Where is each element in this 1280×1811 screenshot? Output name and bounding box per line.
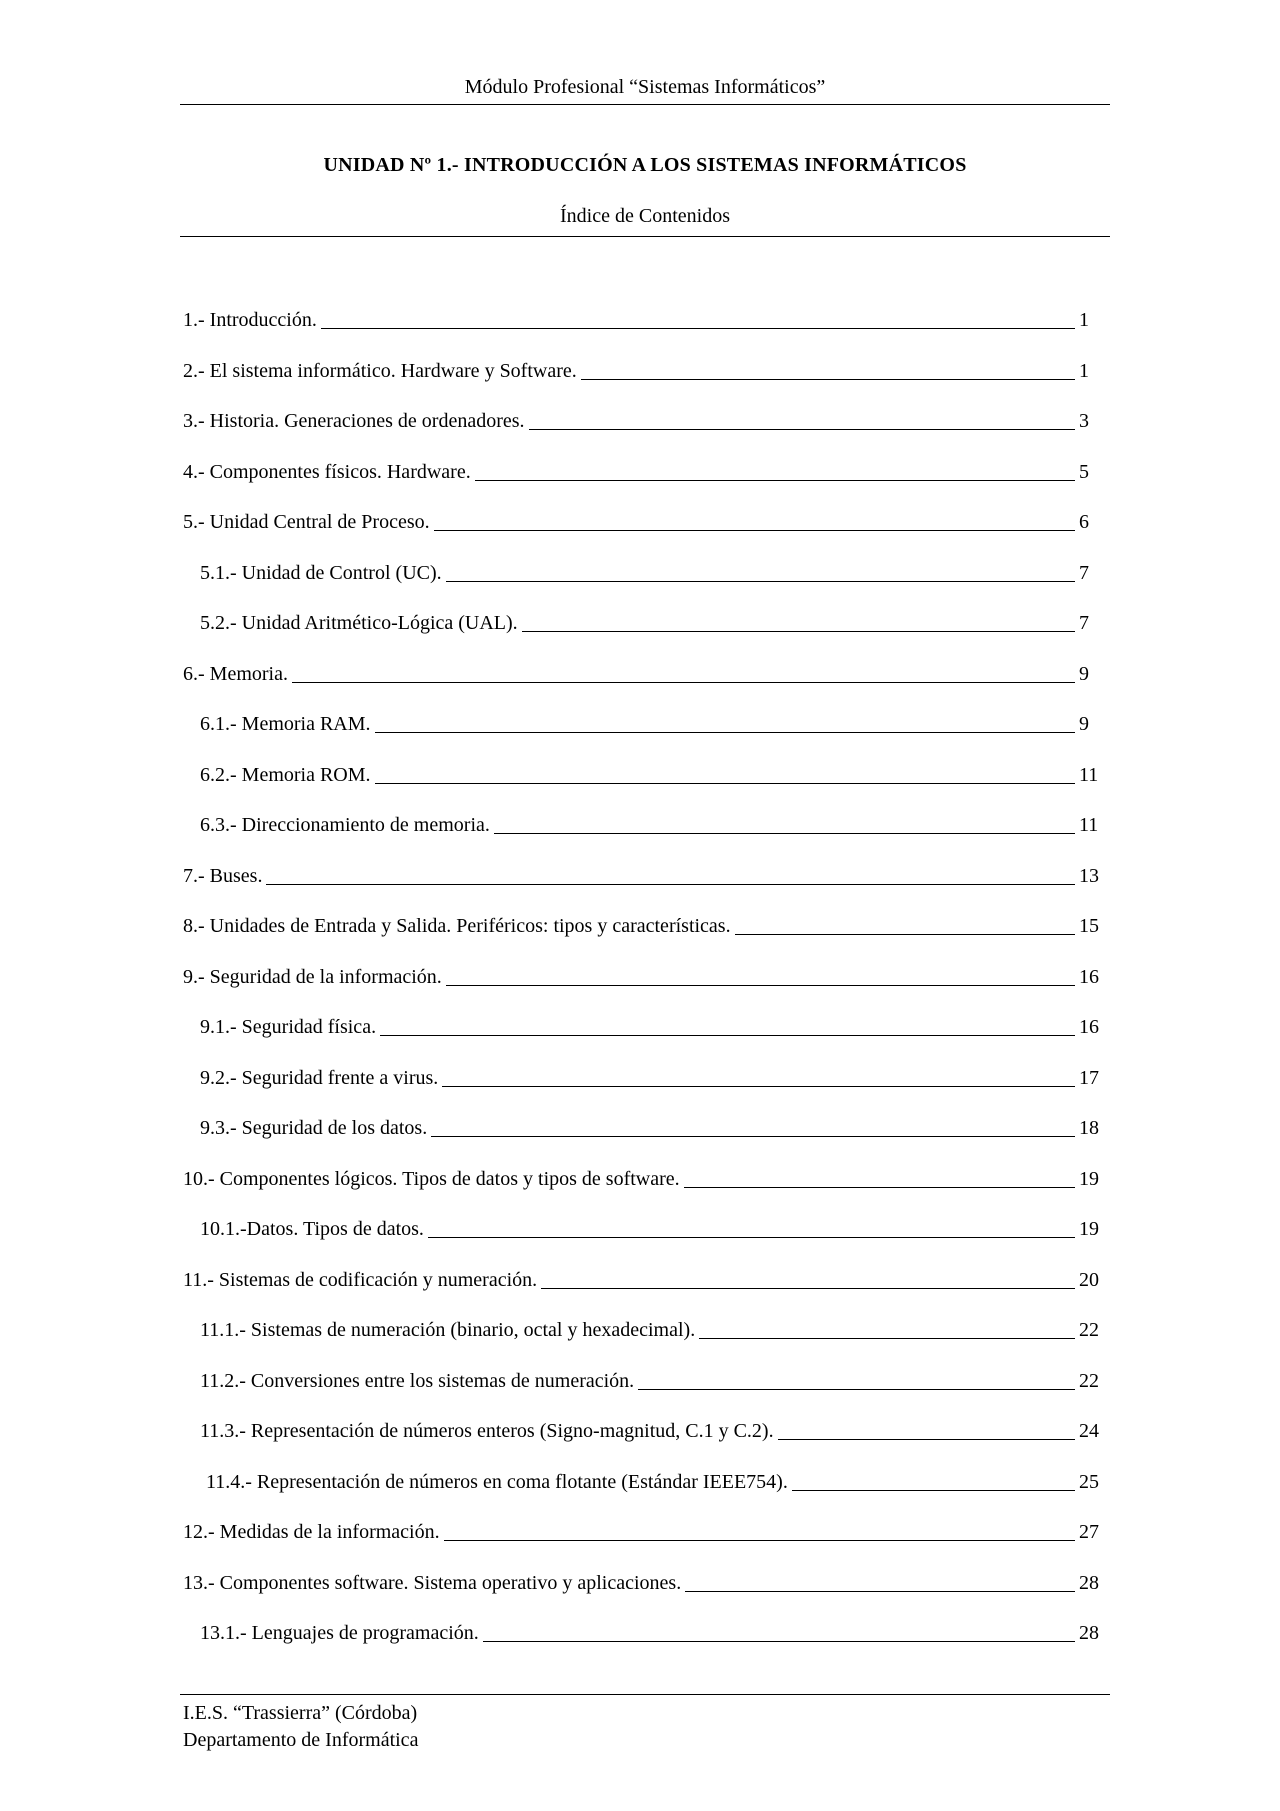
toc-entry-page: 19: [1079, 1218, 1099, 1240]
toc-entry[interactable]: [183, 864, 1101, 915]
toc-entry-label: 4.- Componentes físicos. Hardware.: [183, 460, 471, 483]
toc-entry-label: 2.- El sistema informático. Hardware y Software.: [183, 359, 577, 382]
page-footer: [183, 1700, 418, 1754]
toc-entry[interactable]: [183, 1470, 1101, 1521]
toc-entry-page: 20: [1079, 1268, 1099, 1291]
toc-leader-line: [444, 1520, 1075, 1541]
toc-entry[interactable]: [183, 1116, 1101, 1167]
running-header: Módulo Profesional “Sistemas Informáticos”: [464, 76, 826, 98]
toc-leader-line: [434, 510, 1075, 531]
toc-entry[interactable]: [183, 561, 1101, 612]
toc-entry-label: 11.1.- Sistemas de numeración (binario, octal y hexadecimal).: [200, 1319, 696, 1341]
toc-entry-page: 6: [1079, 511, 1089, 533]
toc-entry-label: 9.1.- Seguridad física.: [200, 1016, 377, 1038]
toc-entry-label: 11.3.- Representación de números enteros (Signo-magnitud, C.1 y C.2).: [200, 1420, 774, 1442]
header-rule: [180, 104, 1110, 105]
toc-leader-line: [431, 1116, 1075, 1137]
toc-entry-label: 3.- Historia. Generaciones de ordenadores.: [183, 410, 525, 432]
toc-entry-page: 18: [1079, 1117, 1099, 1139]
toc-leader-line: [735, 914, 1075, 935]
toc-entry-label: 10.- Componentes lógicos. Tipos de datos y tipos de software.: [183, 1167, 680, 1190]
toc-leader-line: [522, 611, 1075, 632]
index-title: Índice de Contenidos: [560, 205, 730, 227]
toc-entry-page: 19: [1079, 1167, 1099, 1190]
toc-entry-page: 11: [1079, 814, 1099, 836]
toc-leader-line: [375, 763, 1075, 784]
toc-entry-label: 11.- Sistemas de codificación y numeración.: [183, 1268, 538, 1291]
toc-leader-line: [292, 662, 1075, 683]
toc-entry[interactable]: [183, 1066, 1101, 1117]
toc-entry-label: 9.- Seguridad de la información.: [183, 965, 442, 988]
footer-school: I.E.S. “Trassierra” (Córdoba): [183, 1702, 418, 1724]
toc-entry[interactable]: [183, 1369, 1101, 1420]
toc-entry-page: 28: [1079, 1571, 1099, 1594]
toc-entry-page: 22: [1079, 1369, 1099, 1392]
toc-entry-page: 28: [1079, 1622, 1099, 1644]
toc-entry-page: 27: [1079, 1521, 1099, 1543]
toc-entry[interactable]: [183, 1167, 1101, 1218]
toc-entry-label: 7.- Buses.: [183, 864, 263, 887]
toc-leader-line: [541, 1268, 1075, 1289]
toc-entry[interactable]: [183, 914, 1101, 965]
toc-entry[interactable]: [183, 1217, 1101, 1268]
toc-leader-line: [321, 308, 1075, 329]
toc-entry-page: 7: [1079, 612, 1089, 634]
toc-entry-page: 1: [1079, 359, 1089, 382]
toc-leader-line: [699, 1318, 1075, 1339]
toc-entry-page: 17: [1079, 1066, 1099, 1089]
toc-entry-label: 6.3.- Direccionamiento de memoria.: [200, 814, 490, 836]
toc-entry[interactable]: [183, 409, 1101, 460]
toc-entry-page: 9: [1079, 713, 1089, 735]
toc-entry-page: 25: [1079, 1470, 1099, 1493]
toc-entry-page: 11: [1079, 763, 1099, 786]
toc-entry[interactable]: [183, 1621, 1101, 1672]
footer-rule: [180, 1694, 1110, 1695]
toc-entry-label: 11.2.- Conversiones entre los sistemas de numeración.: [200, 1369, 635, 1392]
toc-entry-label: 13.1.- Lenguajes de programación.: [200, 1622, 479, 1644]
toc-entry[interactable]: [183, 965, 1101, 1016]
toc-entry-page: 15: [1079, 915, 1099, 937]
toc-entry-page: 3: [1079, 410, 1089, 432]
toc-leader-line: [380, 1015, 1075, 1036]
toc-leader-line: [483, 1621, 1075, 1642]
toc-entry[interactable]: [183, 611, 1101, 662]
footer-department: Departamento de Informática: [183, 1729, 419, 1751]
toc-entry-page: 1: [1079, 309, 1089, 331]
toc-leader-line: [638, 1369, 1075, 1390]
toc-leader-line: [792, 1470, 1075, 1491]
toc-leader-line: [446, 965, 1075, 986]
toc-entry-page: 13: [1079, 864, 1099, 887]
toc-entry[interactable]: [183, 1318, 1101, 1369]
toc-entry[interactable]: [183, 1015, 1101, 1066]
toc-entry[interactable]: [183, 460, 1101, 511]
toc-entry-page: 7: [1079, 561, 1089, 584]
toc-entry[interactable]: [183, 359, 1101, 410]
toc-entry-label: 5.- Unidad Central de Proceso.: [183, 511, 430, 533]
toc-entry-page: 16: [1079, 965, 1099, 988]
toc-leader-line: [375, 712, 1075, 733]
toc-entry-label: 12.- Medidas de la información.: [183, 1521, 440, 1543]
table-of-contents: [183, 308, 1101, 1672]
toc-leader-line: [442, 1066, 1075, 1087]
toc-entry[interactable]: [183, 662, 1101, 713]
toc-leader-line: [428, 1217, 1075, 1238]
toc-entry[interactable]: [183, 712, 1101, 763]
toc-entry-label: 8.- Unidades de Entrada y Salida. Periféricos: tipos y características.: [183, 915, 731, 937]
toc-entry[interactable]: [183, 763, 1101, 814]
toc-leader-line: [684, 1167, 1075, 1188]
toc-entry-label: 6.1.- Memoria RAM.: [200, 713, 371, 735]
toc-entry-page: 22: [1079, 1319, 1099, 1341]
toc-leader-line: [475, 460, 1075, 481]
toc-entry-label: 6.- Memoria.: [183, 662, 288, 685]
toc-entry-label: 5.1.- Unidad de Control (UC).: [200, 561, 442, 584]
toc-entry[interactable]: [183, 510, 1101, 561]
toc-leader-line: [446, 561, 1075, 582]
toc-leader-line: [778, 1419, 1075, 1440]
toc-entry-label: 10.1.-Datos. Tipos de datos.: [200, 1218, 424, 1240]
toc-leader-line: [581, 359, 1075, 380]
toc-entry-page: 24: [1079, 1420, 1099, 1442]
title-rule: [180, 236, 1110, 237]
toc-entry-page: 9: [1079, 662, 1089, 685]
toc-entry[interactable]: [183, 1419, 1101, 1470]
toc-entry-label: 13.- Componentes software. Sistema operativo y aplicaciones.: [183, 1571, 682, 1594]
toc-entry-page: 16: [1079, 1016, 1099, 1038]
toc-entry-page: 5: [1079, 460, 1089, 483]
toc-entry[interactable]: [183, 1268, 1101, 1319]
toc-entry[interactable]: [183, 813, 1101, 864]
toc-entry[interactable]: [183, 308, 1101, 359]
toc-leader-line: [529, 409, 1075, 430]
toc-entry-label: 9.3.- Seguridad de los datos.: [200, 1117, 428, 1139]
toc-leader-line: [494, 813, 1075, 834]
unit-title: UNIDAD Nº 1.- INTRODUCCIÓN A LOS SISTEMAS INFORMÁTICOS: [323, 154, 967, 176]
toc-entry-label: 9.2.- Seguridad frente a virus.: [200, 1066, 439, 1089]
toc-entry[interactable]: [183, 1571, 1101, 1622]
toc-entry-label: 6.2.- Memoria ROM.: [200, 763, 371, 786]
toc-entry-label: 11.4.- Representación de números en coma flotante (Estándar IEEE754).: [206, 1470, 788, 1493]
toc-entry-label: 5.2.- Unidad Aritmético-Lógica (UAL).: [200, 612, 518, 634]
toc-leader-line: [685, 1571, 1075, 1592]
toc-entry-label: 1.- Introducción.: [183, 309, 317, 331]
toc-entry[interactable]: [183, 1520, 1101, 1571]
toc-leader-line: [266, 864, 1075, 885]
